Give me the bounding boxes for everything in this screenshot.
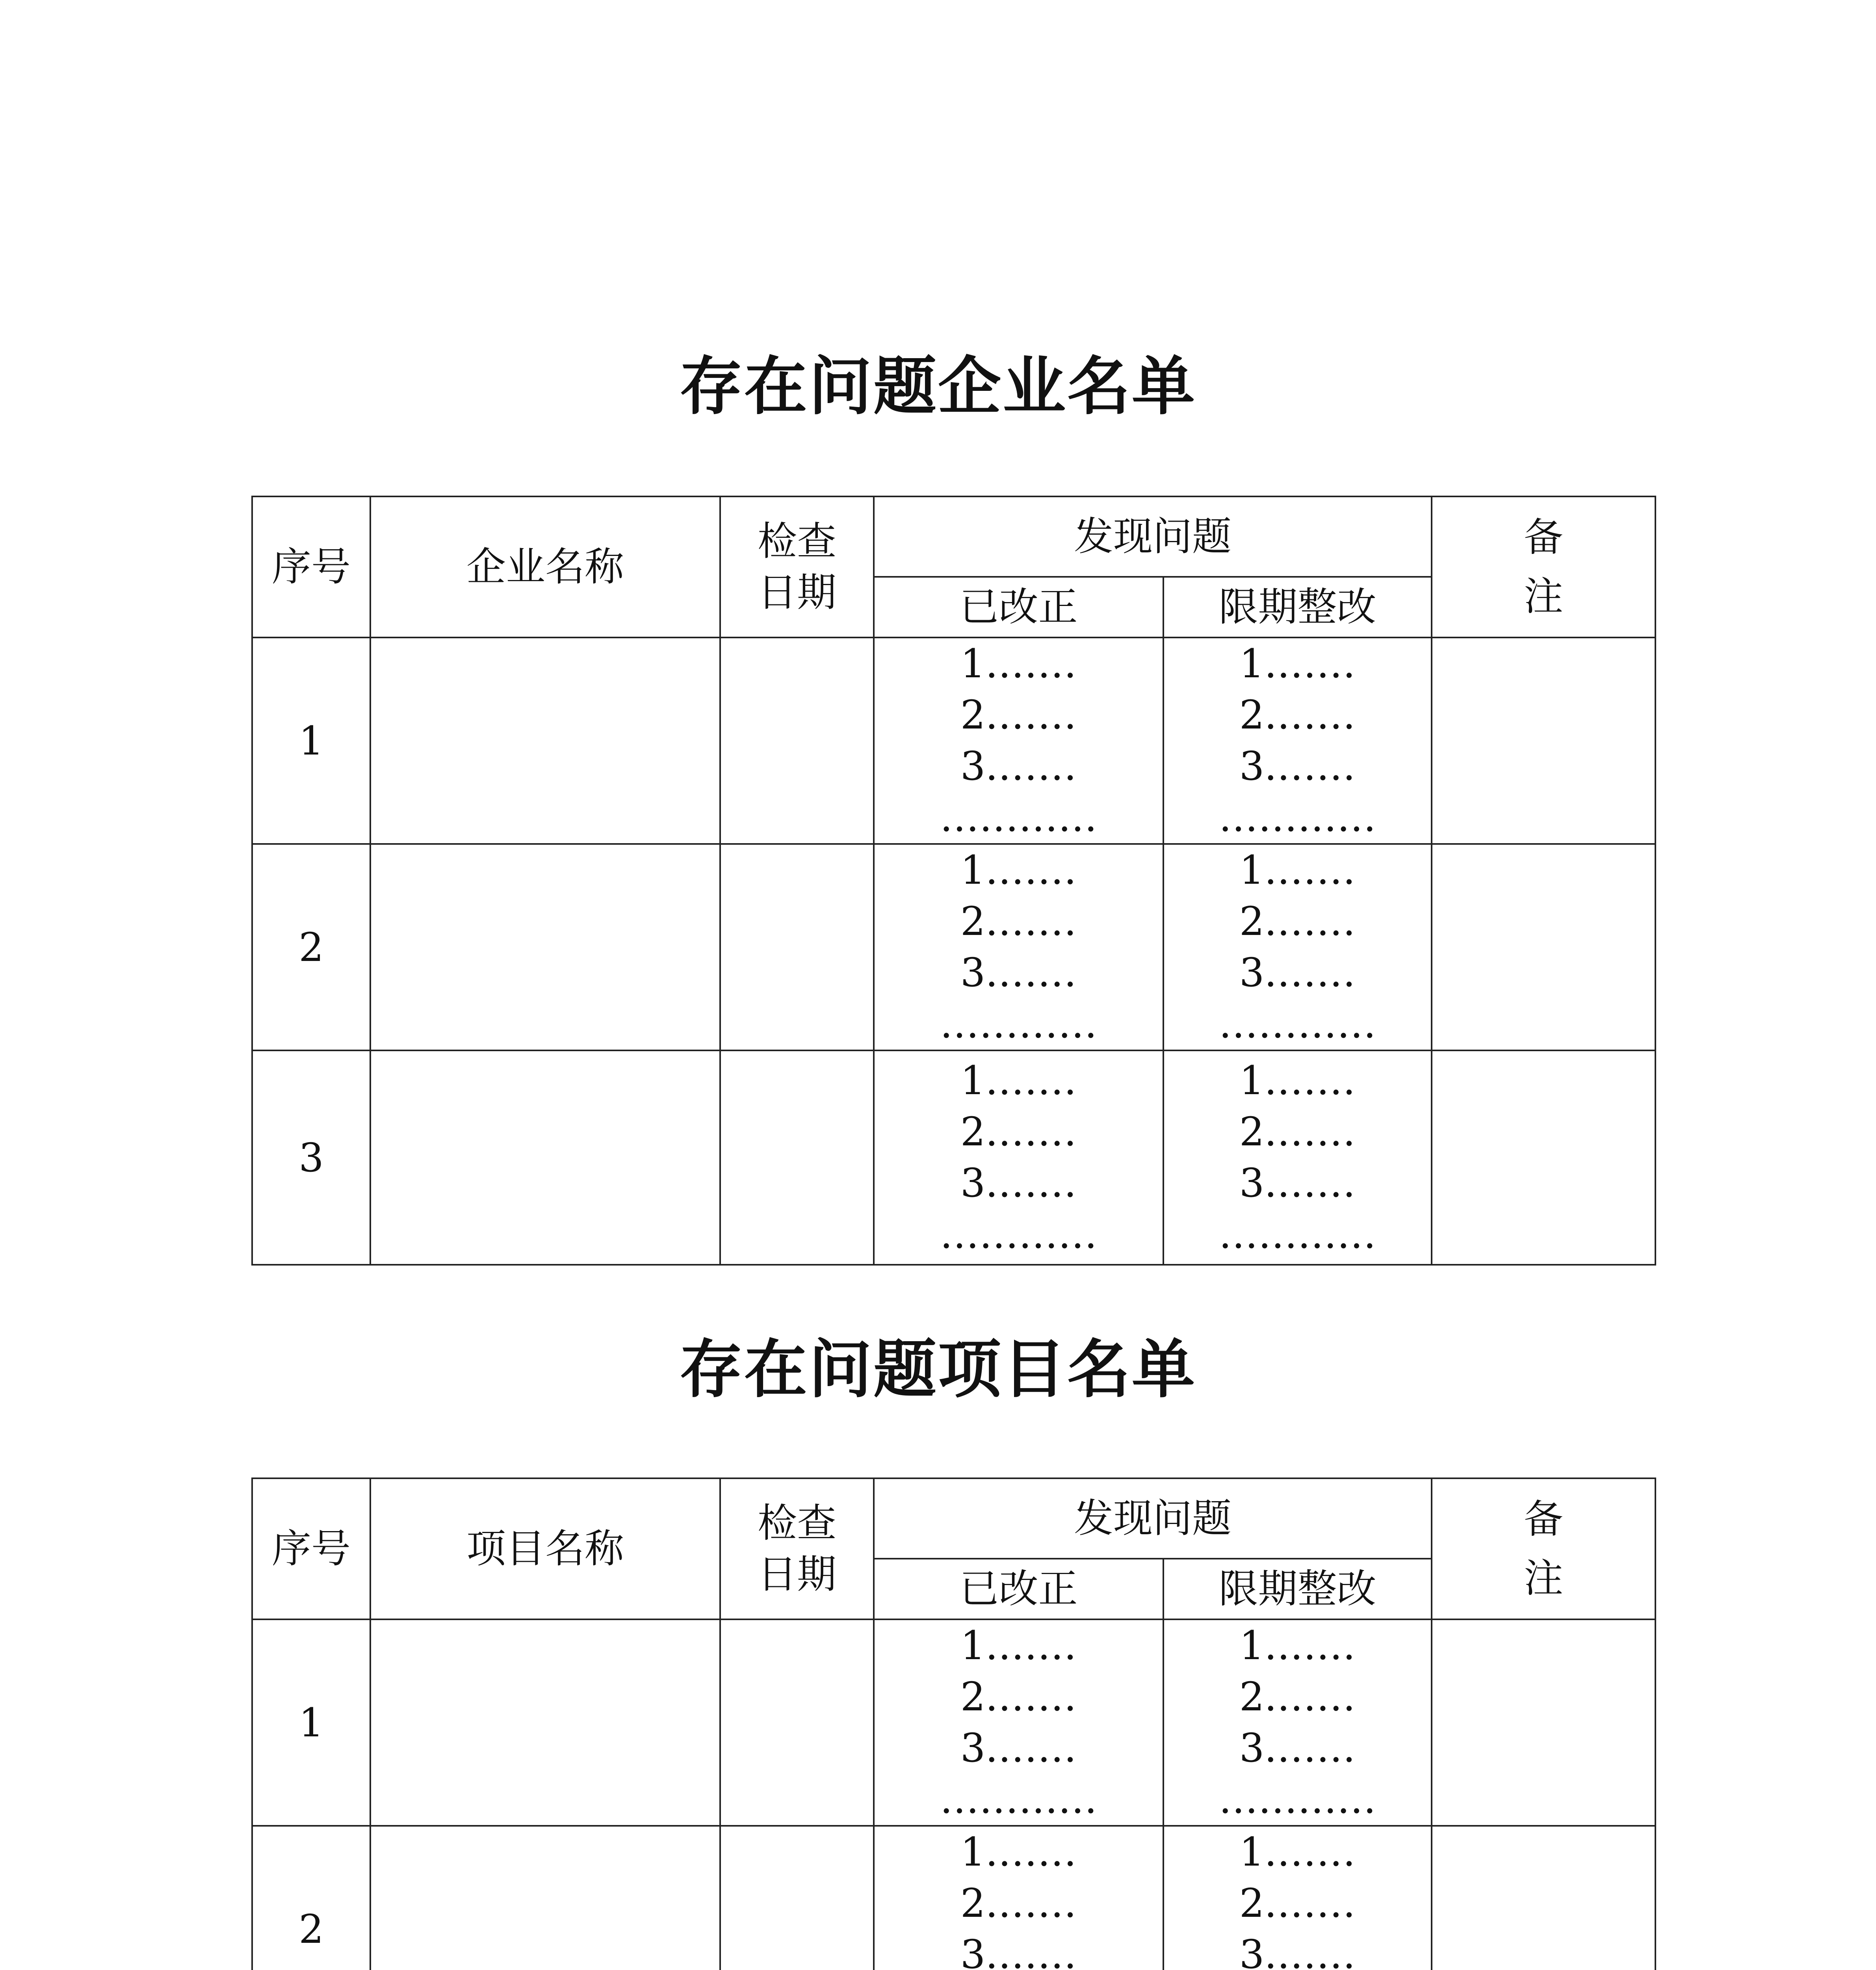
remark-header: 备 注 — [1432, 1478, 1655, 1619]
project-list-title: 存在问题项目名单 — [679, 1332, 1196, 1406]
deadline-fix-cell: 1.…… 2.…… 3.…… ………… — [1163, 1619, 1432, 1826]
enterprise-name-header: 企业名称 — [370, 496, 720, 637]
enterprise-name-cell — [370, 1050, 720, 1265]
check-date-cell — [720, 1619, 874, 1826]
fixed-header: 已改正 — [874, 1559, 1163, 1619]
remark-cell — [1432, 1619, 1655, 1826]
deadline-fix-cell: 1.…… 2.…… 3.…… — [1163, 1826, 1432, 1970]
deadline-fix-cell: 1.…… 2.…… 3.…… ………… — [1163, 1050, 1432, 1265]
fixed-header: 已改正 — [874, 577, 1163, 637]
table-row — [252, 1826, 1655, 1970]
fixed-cell: 1.…… 2.…… 3.…… ………… — [874, 1050, 1163, 1265]
project-name-cell — [370, 1619, 720, 1826]
table-row — [252, 844, 1655, 1050]
issues-found-header: 发现问题 — [874, 1478, 1432, 1559]
table-header-row — [252, 1478, 1655, 1559]
check-date-cell — [720, 1050, 874, 1265]
remark-cell — [1432, 844, 1655, 1050]
project-name-header: 项目名称 — [370, 1478, 720, 1619]
remark-header: 备 注 — [1432, 496, 1655, 637]
deadline-fix-cell: 1.…… 2.…… 3.…… ………… — [1163, 844, 1432, 1050]
deadline-fix-header: 限期整改 — [1163, 1559, 1432, 1619]
check-date-header: 检查 日期 — [720, 496, 874, 637]
remark-cell — [1432, 1050, 1655, 1265]
remark-cell — [1432, 1826, 1655, 1970]
project-issue-table — [251, 1478, 1656, 1970]
table-header-row — [252, 496, 1655, 577]
remark-cell — [1432, 637, 1655, 844]
seq-header: 序号 — [252, 1478, 370, 1619]
seq-cell: 1 — [252, 637, 370, 844]
fixed-cell: 1.…… 2.…… 3.…… — [874, 1826, 1163, 1970]
project-name-cell — [370, 1826, 720, 1970]
table-row — [252, 1050, 1655, 1265]
table-row — [252, 637, 1655, 844]
fixed-cell: 1.…… 2.…… 3.…… ………… — [874, 1619, 1163, 1826]
enterprise-name-cell — [370, 844, 720, 1050]
issues-found-header: 发现问题 — [874, 496, 1432, 577]
seq-cell: 1 — [252, 1619, 370, 1826]
fixed-cell: 1.…… 2.…… 3.…… ………… — [874, 637, 1163, 844]
seq-cell: 2 — [252, 844, 370, 1050]
table-row — [252, 1619, 1655, 1826]
check-date-cell — [720, 637, 874, 844]
deadline-fix-header: 限期整改 — [1163, 577, 1432, 637]
enterprise-name-cell — [370, 637, 720, 844]
seq-cell: 3 — [252, 1050, 370, 1265]
check-date-cell — [720, 844, 874, 1050]
seq-header: 序号 — [252, 496, 370, 637]
deadline-fix-cell: 1.…… 2.…… 3.…… ………… — [1163, 637, 1432, 844]
enterprise-issue-table — [251, 496, 1656, 1266]
check-date-cell — [720, 1826, 874, 1970]
enterprise-list-title: 存在问题企业名单 — [679, 349, 1196, 423]
seq-cell: 2 — [252, 1826, 370, 1970]
fixed-cell: 1.…… 2.…… 3.…… ………… — [874, 844, 1163, 1050]
check-date-header: 检查 日期 — [720, 1478, 874, 1619]
